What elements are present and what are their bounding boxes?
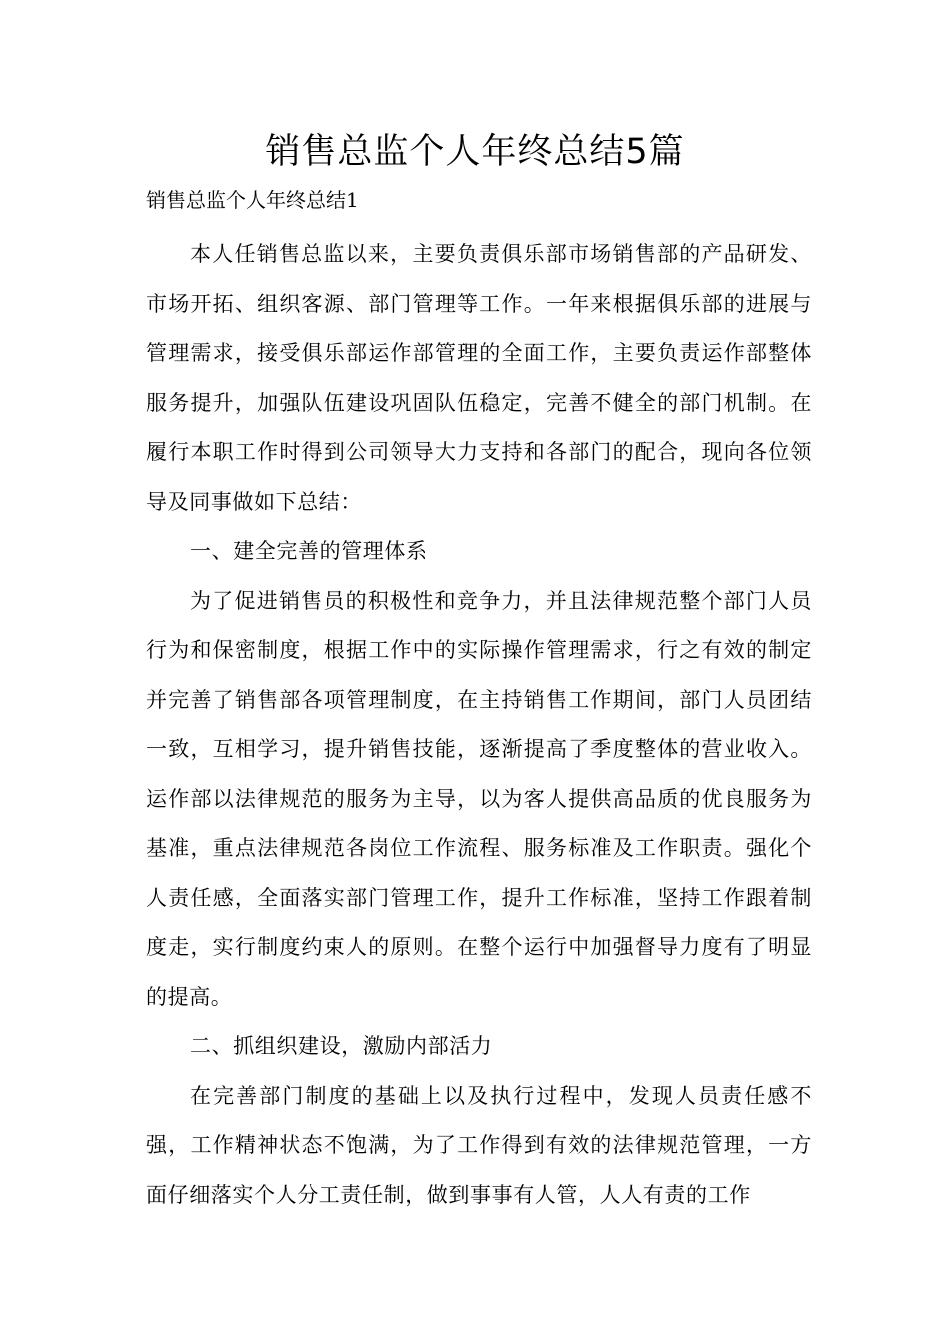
paragraph-intro: 本人任销售总监以来，主要负责俱乐部市场销售部的产品研发、市场开拓、组织客源、部门管理等工作。一年来根据俱乐部的进展与管理需求，接受俱乐部运作部管理的全面工作，主要负责运作部整体服务提升，加强队伍建设巩固队伍稳定，完善不健全的部门机制。在履行本职工作时得到公司领导大力支持和各部门的配合，现向各位领导及同事做如下总结： — [146, 242, 812, 514]
paragraph-section-1: 为了促进销售员的积极性和竞争力，并且法律规范整个部门人员行为和保密制度，根据工作中的实际操作管理需求，行之有效的制定并完善了销售部各项管理制度，在主持销售工作期间，部门人员团结一致，互相学习，提升销售技能，逐渐提高了季度整体的营业收入。运作部以法律规范的服务为主导，以为客人提供高品质的优良服务为基准，重点法律规范各岗位工作流程、服务标准及工作职责。强化个人责任感，全面落实部门管理工作，提升工作标准，坚持工作跟着制度走，实行制度约束人的原则。在整个运行中加强督导力度有了明显的提高。 — [146, 588, 812, 1009]
heading-section-2: 二、抓组织建设，激励内部活力 — [190, 1034, 493, 1058]
paragraph-section-2: 在完善部门制度的基础上以及执行过程中，发现人员责任感不强，工作精神状态不饱满，为了工作得到有效的法律规范管理，一方面仔细落实个人分工责任制，做到事事有人管，人人有责的工作 — [146, 1083, 812, 1207]
document-body — [146, 230, 812, 1220]
heading-section-1: 一、建全完善的管理体系 — [190, 539, 428, 563]
document-title: 销售总监个人年终总结5篇 — [265, 132, 685, 172]
section-subtitle: 销售总监个人年终总结1 — [146, 188, 359, 212]
